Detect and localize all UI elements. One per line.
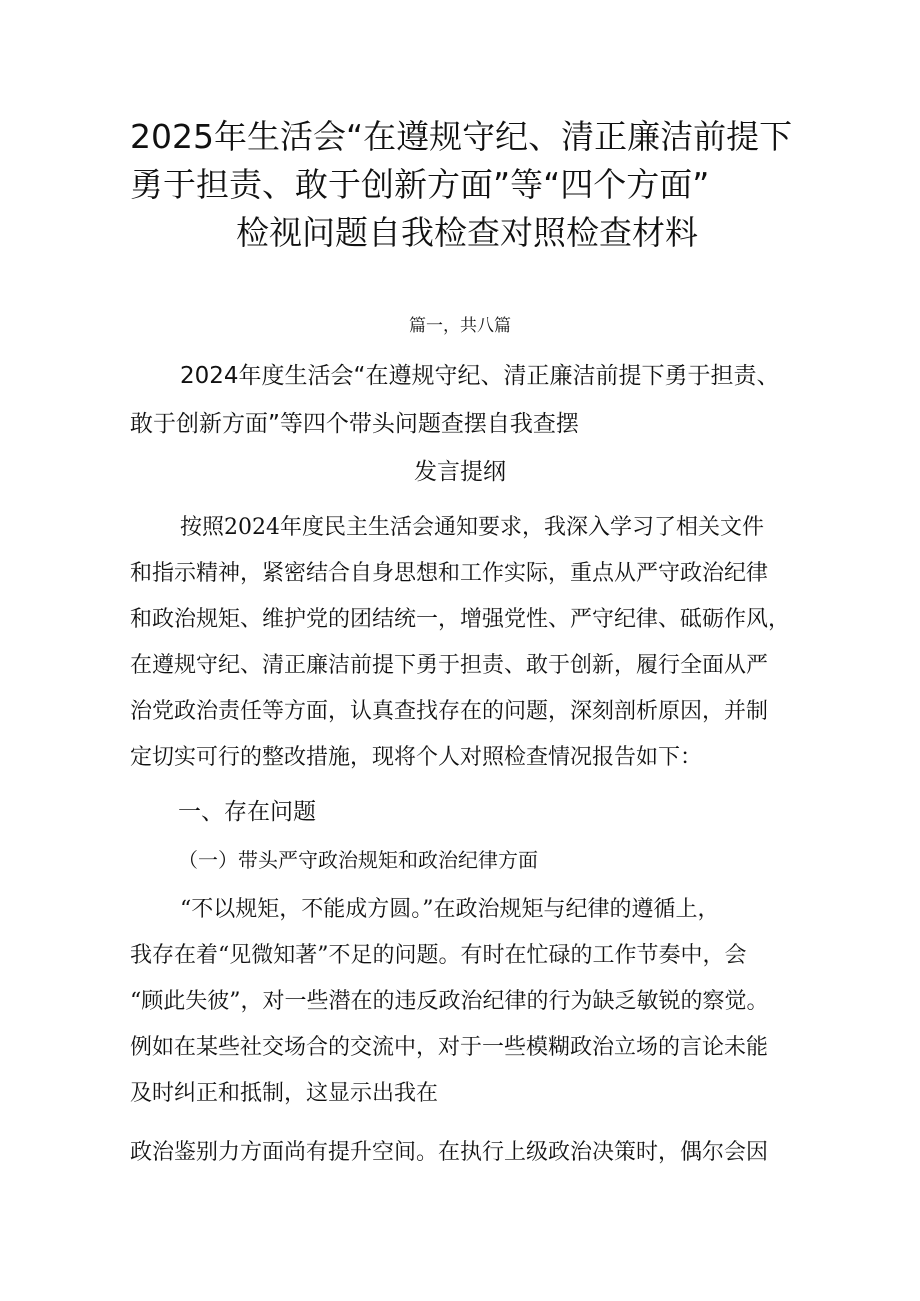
doc-title-line-2: 勇于担责、敢于创新方面”等“四个方面”: [130, 165, 710, 204]
intro-line-6: 定切实可行的整改措施，现将个人对照检查情况报告如下：: [130, 745, 703, 770]
section-title: 一、存在问题: [178, 799, 316, 825]
body-line-3: “顾此失彼”，对一些潜在的违反政治纪律的行为缺乏敏锐的察觉。: [130, 989, 769, 1014]
subsection-title: （一）带头严守政治规矩和政治纪律方面: [178, 848, 538, 872]
intro-line-2: 和指示精神，紧密结合自身思想和工作实际，重点从严守政治纪律: [130, 561, 769, 586]
body-line-1: “不以规矩，不能成方圆。”在政治规矩与纪律的遵循上，: [180, 897, 720, 922]
article-heading-line-3: 发言提纲: [414, 459, 506, 485]
doc-title-line-1: 2025年生活会“在遵规守纪、清正廉洁前提下: [130, 117, 793, 156]
intro-line-3: 和政治规矩、维护党的团结统一，增强党性、严守纪律、砥砺作风，: [130, 607, 791, 632]
intro-line-4: 在遵规守纪、清正廉洁前提下勇于担责、敢于创新，履行全面从严: [130, 653, 769, 678]
article-heading-line-1: 2024年度生活会“在遵规守纪、清正廉洁前提下勇于担责、: [180, 363, 780, 389]
intro-line-1: 按照2024年度民主生活会通知要求，我深入学习了相关文件: [180, 515, 764, 540]
doc-title-line-3: 检视问题自我检查对照检查材料: [236, 213, 698, 252]
doc-subtitle: 篇一，共八篇: [409, 316, 511, 336]
body-line-6: 政治鉴别力方面尚有提升空间。在执行上级政治决策时，偶尔会因: [130, 1140, 769, 1165]
body-line-2: 我存在着“见微知著”不足的问题。有时在忙碌的工作节奏中，会: [130, 943, 747, 968]
body-line-4: 例如在某些社交场合的交流中，对于一些模糊政治立场的言论未能: [130, 1035, 769, 1060]
body-line-5: 及时纠正和抵制，这显示出我在: [130, 1081, 439, 1106]
intro-line-5: 治党政治责任等方面，认真查找存在的问题，深刻剖析原因，并制: [130, 699, 769, 724]
article-heading-line-2: 敢于创新方面”等四个带头问题查摆自我查摆: [130, 411, 579, 437]
